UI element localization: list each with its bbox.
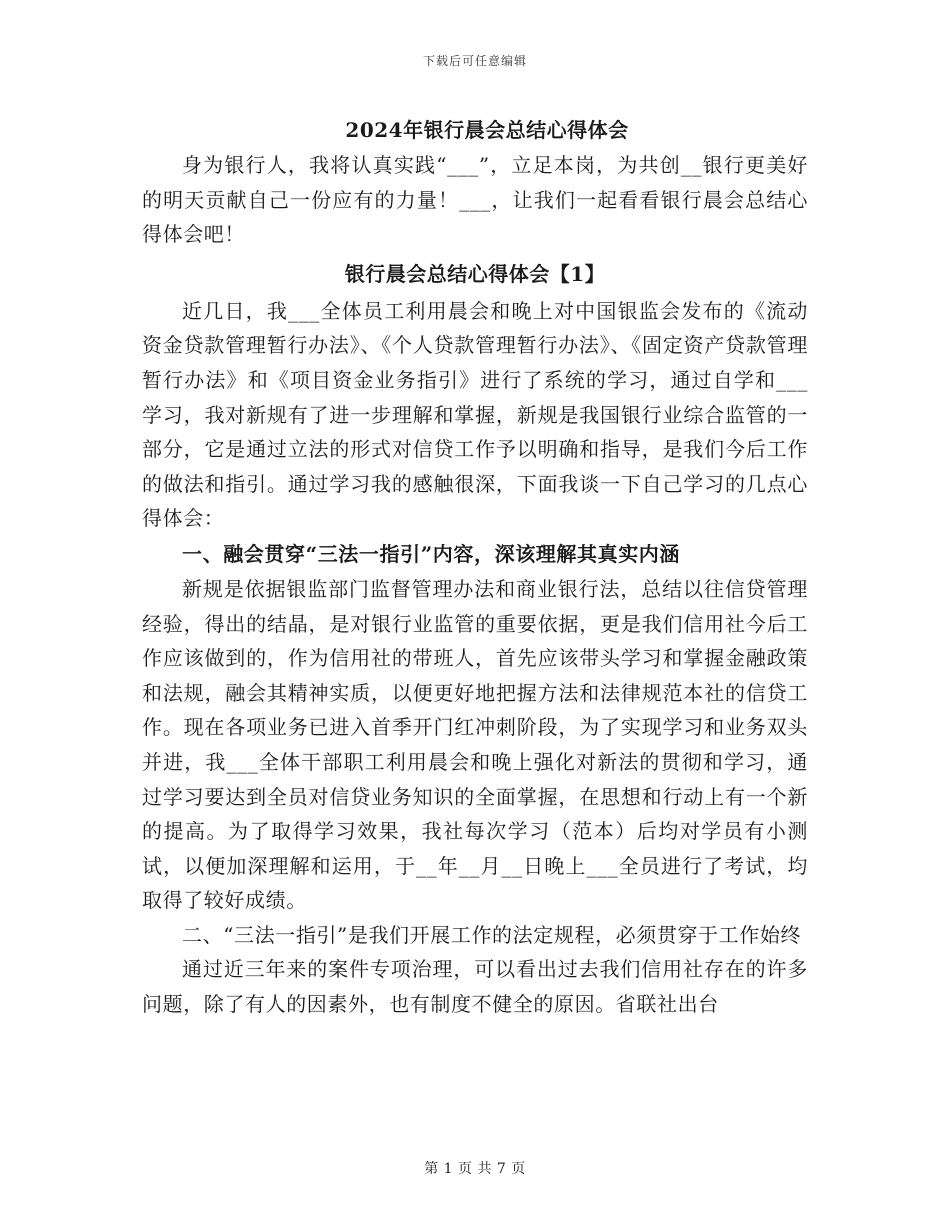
paragraph-three: 通过近三年来的案件专项治理，可以看出过去我们信用社存在的许多问题，除了有人的因素外，也有制度不健全的原因。省联社出台 xyxy=(142,957,808,1017)
document-body xyxy=(142,112,808,1022)
paragraph-two: 新规是依据银监部门监督管理办法和商业银行法，总结以往信贷管理经验，得出的结晶，是对银行业监管的重要依据，更是我们信用社今后工作应该做到的，作为信用社的带班人，首先应该带头学习和掌握金融政策和法规，融会其精神实质，以便更好地把握方法和法律规范本社的信贷工作。现在各项业务已进入首季开门红冲刺阶段，为了实现学习和业务双头并进，我___全体干部职工利用晨会和晚上强化对新法的贯彻和学习，通过学习要达到全员对信贷业务知识的全面掌握，在思想和行动上有一个新的提高。为了取得学习效果，我社每次学习（范本）后均对学员有小测试，以便加深理解和运用，于__年__月__日晚上___全员进行了考试，均取得了较好成绩。 xyxy=(142,576,808,913)
document-title: 2024年银行晨会总结心得体会 xyxy=(345,118,629,142)
header-note: 下载后可任意编辑 xyxy=(422,54,527,68)
heading-two: 二、“三法一指引”是我们开展工作的法定规程，必须贯穿于工作始终 xyxy=(182,922,802,947)
heading-one: 一、融会贯穿“三法一指引”内容，深该理解其真实内涵 xyxy=(182,541,681,566)
section-title: 银行晨会总结心得体会【1】 xyxy=(344,261,606,286)
intro-paragraph: 身为银行人，我将认真实践“___”，立足本岗，为共创__银行更美好的明天贡献自己一份应有的力量！___，让我们一起看看银行晨会总结心得体会吧！ xyxy=(142,153,808,247)
page-number: 第 1 页 共 7 页 xyxy=(424,1161,526,1177)
paragraph-one: 近几日，我___全体员工利用晨会和晚上对中国银监会发布的《流动资金贷款管理暂行办法》、《个人贷款管理暂行办法》、《固定资产贷款管理暂行办法》和《项目资金业务指引》进行了系统的学习，通过自学和___学习，我对新规有了进一步理解和掌握，新规是我国银行业综合监管的一部分，它是通过立法的形式对信贷工作予以明确和指导，是我们今后工作的做法和指引。通过学习我的感触很深，下面我谈一下自己学习的几点心得体会： xyxy=(142,298,808,531)
